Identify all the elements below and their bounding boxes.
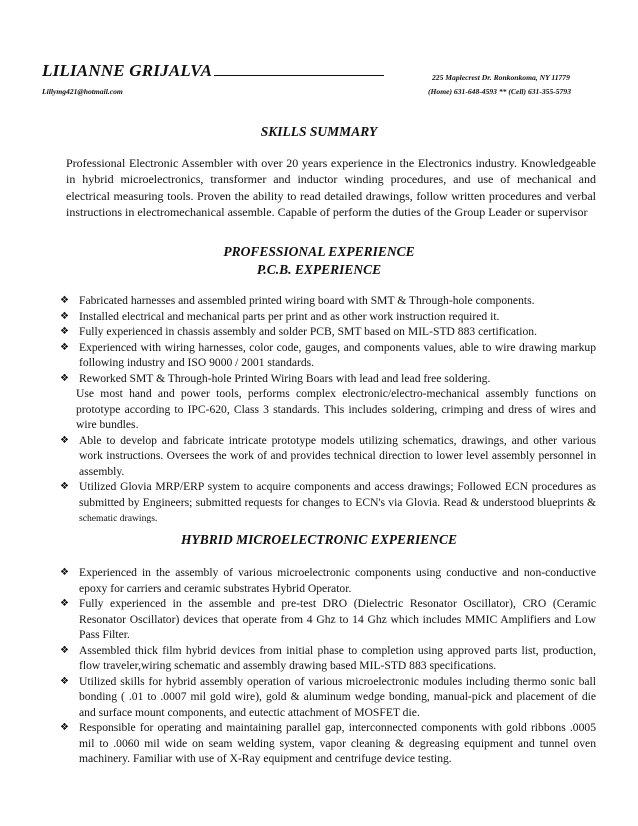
list-item: ❖ Fabricated harnesses and assembled printed wiring board with SMT & Through-hole components. xyxy=(60,294,535,307)
phone-numbers: (Home) 631-648-4593 ** (Cell) 631-355-5793 xyxy=(428,87,571,96)
skills-heading: SKILLS SUMMARY xyxy=(260,124,378,139)
experience-heading: PROFESSIONAL EXPERIENCE xyxy=(223,244,415,259)
list-item: ❖ Fully experienced in the assemble and pre-test DRO (Dielectric Resonator Oscillator), CRO (Ceramic Resonator Oscillator) devices that operate from 4 Ghz to 14 Ghz which includes MMIC Amplifiers and Low Pass Filter. xyxy=(60,597,596,641)
list-item: ❖ Able to develop and fabricate intricate prototype models utilizing schematics, drawings, and other various work instructions. Oversees the work of and provides technical direction to lower level assembly personnel in assembly. xyxy=(60,433,596,478)
pcb-subheading: P.C.B. EXPERIENCE xyxy=(256,262,382,277)
email: Lillymg421@hotmail.com xyxy=(42,87,123,96)
list-item: ❖ Utilized Glovia MRP/ERP system to acquire components and access drawings; Followed ECN procedures as submitted by Engineers; submitted requests for changes to ECN's via Glovia. Read & understood blueprints & schematic drawings. xyxy=(60,480,596,524)
diamond-bullet-icon: ❖ xyxy=(60,326,69,337)
name-underline xyxy=(214,61,384,76)
hybrid-experience-list xyxy=(60,565,596,767)
pcb-experience-list xyxy=(60,293,596,527)
applicant-name xyxy=(42,61,384,81)
diamond-bullet-icon: ❖ xyxy=(60,372,69,384)
diamond-bullet-icon: ❖ xyxy=(60,481,69,492)
diamond-bullet-icon: ❖ xyxy=(60,341,69,353)
diamond-bullet-icon: ❖ xyxy=(60,434,69,446)
diamond-bullet-icon: ❖ xyxy=(60,598,69,609)
list-item: ❖ Reworked SMT & Through-hole Printed Wiring Boars with lead and lead free soldering. xyxy=(60,371,491,385)
list-item: ❖ Experienced with wiring harnesses, color code, gauges, and components values, able to wire drawing markup following industry and ISO 9000 / 2001 standards. xyxy=(60,340,596,369)
address: 225 Maplecrest Dr. Ronkonkoma, NY 11779 xyxy=(432,73,570,82)
diamond-bullet-icon: ❖ xyxy=(60,722,69,733)
hybrid-heading: HYBRID MICROELECTRONIC EXPERIENCE xyxy=(180,532,458,547)
list-item: ❖ Experienced in the assembly of various microelectronic components using conductive and non-conductive epoxy for carriers and ceramic substrates Hybrid Operator. xyxy=(60,566,596,595)
diamond-bullet-icon: ❖ xyxy=(60,295,69,306)
diamond-bullet-icon: ❖ xyxy=(60,644,69,656)
diamond-bullet-icon: ❖ xyxy=(60,310,69,322)
diamond-bullet-icon: ❖ xyxy=(60,675,69,687)
list-item: ❖ Utilized skills for hybrid assembly operation of various microelectronic modules including thermo sonic ball bonding ( .01 to .0007 mil gold wire), gold & aluminum wedge bonding, manual-pick and placement of die and surface mount components, and eutectic attachment of MOSFET die. xyxy=(60,674,596,719)
list-item: ❖ Responsible for operating and maintaining parallel gap, interconnected components with gold ribbons .0005 mil to .0060 mil wide on seam welding system, vapor cleaning & degreasing equipment and tunnel oven machinery. Familiar with use of X-Ray equipment and centrifuge device testing. xyxy=(60,721,596,765)
skills-summary-text: Professional Electronic Assembler with over 20 years experience in the Electronics industry. Knowledgeable in hybrid microelectronics, transformer and inductor winding procedures, and use of mechanical and electrical measuring tools. Proven the ability to read detailed drawings, follow written procedures and verbal instructions in electromechanical assemble. Capable of perform the duties of the Group Leader or supervisor xyxy=(66,156,596,219)
diamond-bullet-icon: ❖ xyxy=(60,567,69,578)
list-item: Use most hand and power tools, performs complex electronic/electro-mechanical assembly functions on prototype according to IPC-620, Class 3 standards. This includes soldering, crimping and dress of wires and wire bundles. xyxy=(76,387,596,431)
list-item: ❖ Installed electrical and mechanical parts per print and as other work instruction required it. xyxy=(60,309,500,323)
name-text: LILIANNE GRIJALVA xyxy=(42,61,213,80)
list-item: ❖ Assembled thick film hybrid devices from initial phase to completion using approved parts list, production, flow traveler,wiring schematic and assembly drawing based MIL-STD 883 specifications. xyxy=(60,643,596,672)
list-item: ❖ Fully experienced in chassis assembly and solder PCB, SMT based on MIL-STD 883 certification. xyxy=(60,325,537,338)
